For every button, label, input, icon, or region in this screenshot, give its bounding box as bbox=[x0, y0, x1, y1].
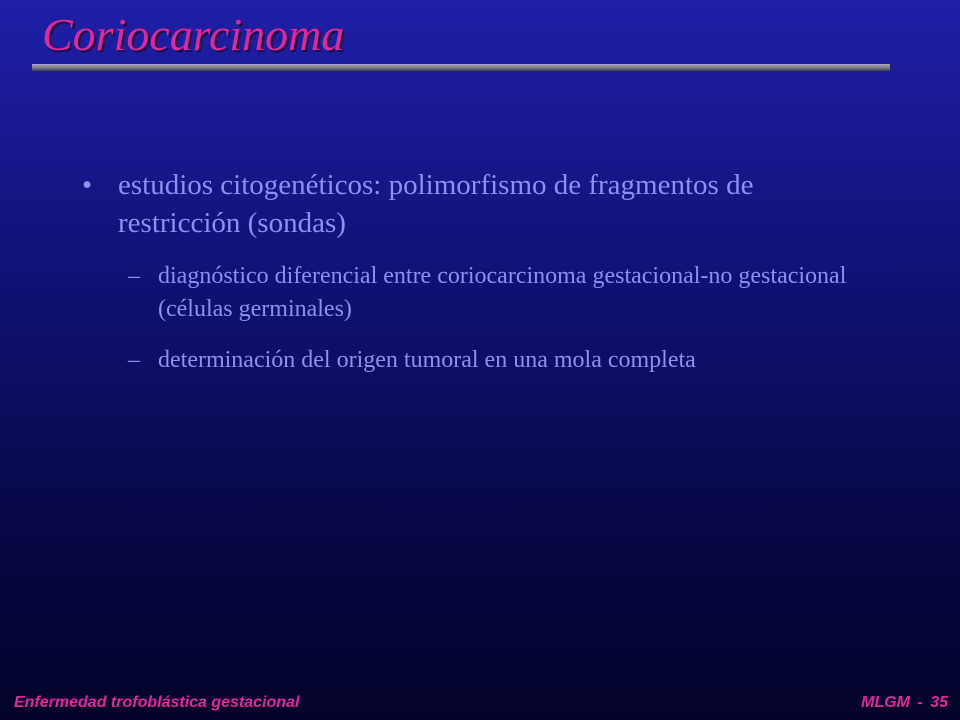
bullet-marker: • bbox=[82, 169, 93, 201]
sub-bullet-text: determinación del origen tumoral en una mola completa bbox=[158, 347, 696, 373]
bullet-item bbox=[82, 166, 762, 242]
sub-bullet-text: diagnóstico diferencial entre coriocarcinoma gestacional-no gestacional (células germinales) bbox=[158, 263, 847, 322]
sub-bullet-marker: – bbox=[128, 347, 140, 373]
footer-slide-number: MLGM - 35 bbox=[861, 694, 948, 711]
sub-bullet-item bbox=[128, 344, 848, 377]
title-underline-rule bbox=[32, 64, 890, 71]
sub-bullet-item bbox=[128, 260, 848, 326]
slide-title: Coriocarcinoma bbox=[42, 9, 345, 60]
bullet-text: estudios citogenéticos: polimorfismo de fragmentos de restricción (sondas) bbox=[118, 169, 754, 239]
footer-course-title: Enfermedad trofoblástica gestacional bbox=[14, 694, 300, 711]
sub-bullet-marker: – bbox=[128, 263, 140, 289]
